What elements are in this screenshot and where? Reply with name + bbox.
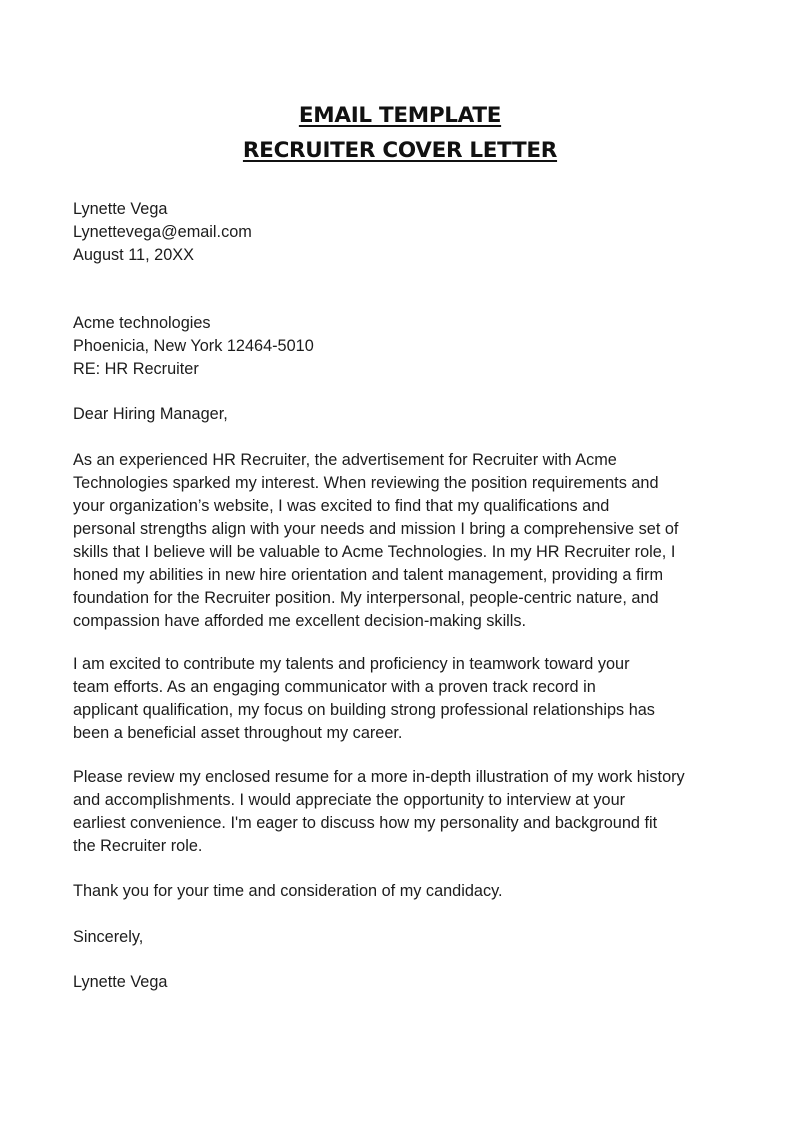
paragraph-line: the Recruiter role. (73, 837, 203, 855)
title-line-recruiter-cover-letter: RECRUITER COVER LETTER (242, 138, 558, 163)
paragraph-line: team efforts. As an engaging communicator with a proven track record in (73, 678, 596, 696)
paragraph-line: been a beneficial asset throughout my career. (73, 724, 403, 742)
paragraph-line: your organization’s website, I was excited to find that my qualifications and (73, 497, 610, 515)
paragraph-line: applicant qualification, my focus on building strong professional relationships has (73, 701, 655, 719)
document-title (0, 98, 800, 168)
paragraph-3 (73, 766, 733, 858)
recipient-company: Acme technologies (73, 314, 211, 332)
closing (73, 926, 733, 949)
letter-date: August 11, 20XX (73, 246, 194, 264)
paragraph-line: personal strengths align with your needs and mission I bring a comprehensive set of (73, 520, 679, 538)
recipient-block (73, 312, 733, 381)
sender-email: Lynettevega@email.com (73, 223, 252, 241)
paragraph-line: As an experienced HR Recruiter, the advertisement for Recruiter with Acme (73, 451, 617, 469)
sender-name: Lynette Vega (73, 200, 168, 218)
paragraph-1 (73, 449, 733, 633)
paragraph-line: Please review my enclosed resume for a more in-depth illustration of my work history (73, 768, 685, 786)
signature (73, 971, 733, 994)
paragraph-line: earliest convenience. I'm eager to discuss how my personality and background fit (73, 814, 658, 832)
sender-block (73, 198, 733, 267)
paragraph-line: foundation for the Recruiter position. My interpersonal, people-centric nature, and (73, 589, 659, 607)
paragraph-line: skills that I believe will be valuable to Acme Technologies. In my HR Recruiter role, I (73, 543, 676, 561)
paragraph-line: honed my abilities in new hire orientation and talent management, providing a firm (73, 566, 664, 584)
paragraph-line: compassion have afforded me excellent decision-making skills. (73, 612, 527, 630)
thanks-text: Thank you for your time and consideration of my candidacy. (73, 882, 503, 900)
salutation (73, 403, 733, 426)
paragraph-line: Technologies sparked my interest. When reviewing the position requirements and (73, 474, 659, 492)
subject-line: RE: HR Recruiter (73, 360, 199, 378)
paragraph-line: I am excited to contribute my talents and proficiency in teamwork toward your (73, 655, 630, 673)
thanks-line (73, 880, 733, 903)
recipient-address: Phoenicia, New York 12464-5010 (73, 337, 314, 355)
signature-name: Lynette Vega (73, 973, 168, 991)
paragraph-line: and accomplishments. I would appreciate the opportunity to interview at your (73, 791, 626, 809)
title-line-email-template: EMAIL TEMPLATE (298, 103, 502, 128)
paragraph-2 (73, 653, 733, 745)
salutation-text: Dear Hiring Manager, (73, 405, 228, 423)
closing-text: Sincerely, (73, 928, 144, 946)
